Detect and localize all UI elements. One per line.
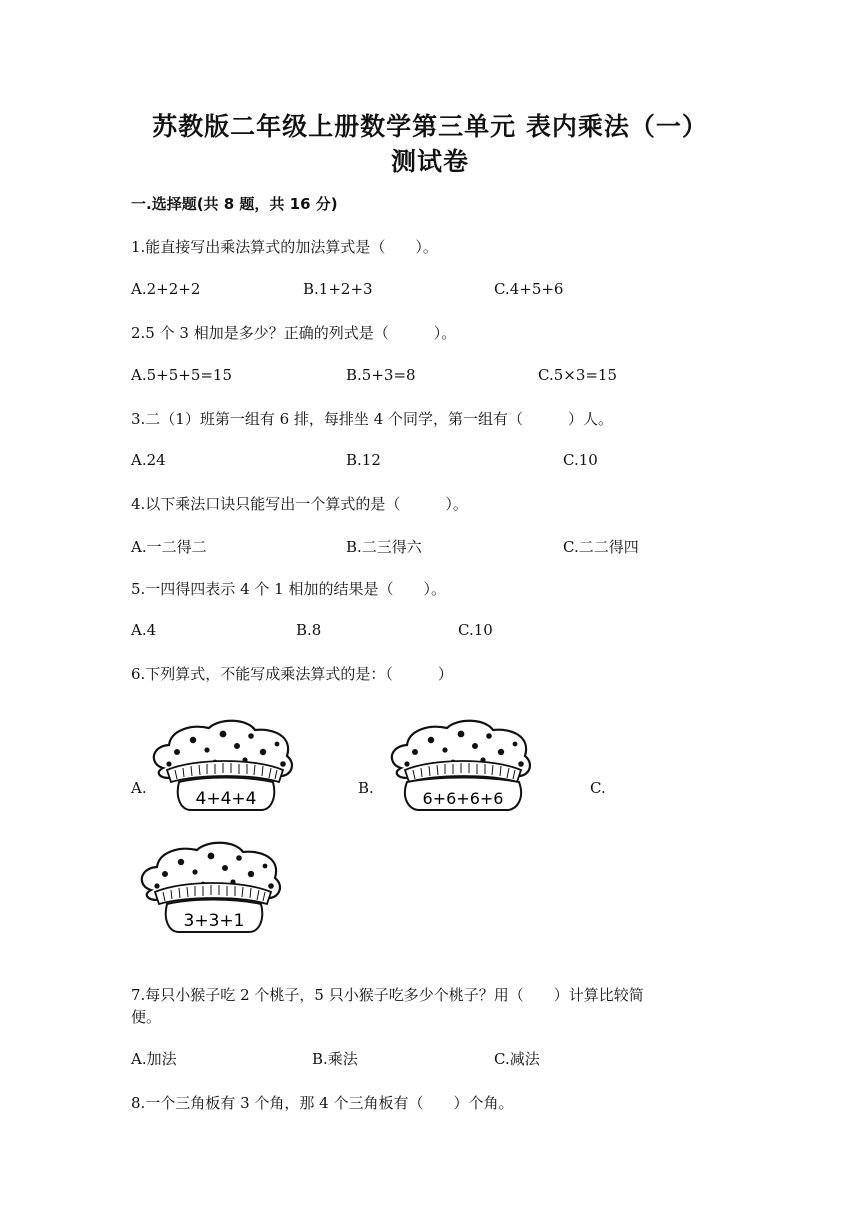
question-4-stem: 4.以下乘法口诀只能写出一个算式的是（ ）。 bbox=[131, 495, 468, 513]
question-6-stem: 6.下列算式，不能写成乘法算式的是：（ ） bbox=[131, 665, 453, 683]
question-3-option-b: B.12 bbox=[346, 451, 381, 469]
question-1-option-c: C.4+5+6 bbox=[494, 280, 564, 298]
question-4-option-c: C.二二得四 bbox=[563, 538, 639, 556]
question-2-option-a: A.5+5+5=15 bbox=[131, 366, 233, 384]
question-1-option-b: B.1+2+3 bbox=[303, 280, 373, 298]
question-7-option-c: C.减法 bbox=[494, 1050, 540, 1068]
question-6-option-c: C. bbox=[590, 779, 606, 797]
question-3-stem: 3.二（1）班第一组有 6 排，每排坐 4 个同学，第一组有（ ）人。 bbox=[131, 410, 614, 428]
question-3-option-a: A.24 bbox=[131, 451, 166, 469]
question-4-option-b: B.二三得六 bbox=[346, 538, 422, 556]
mushroom-illustration-b bbox=[383, 718, 543, 818]
page-title-line1: 苏教版二年级上册数学第三单元 表内乘法（一） bbox=[152, 112, 708, 141]
question-5-stem: 5.一四得四表示 4 个 1 相加的结果是（ ）。 bbox=[131, 580, 446, 598]
question-2-option-b: B.5+3=8 bbox=[346, 366, 416, 384]
mushroom-illustration-a bbox=[145, 718, 305, 818]
question-7-stem-line2: 便。 bbox=[131, 1008, 162, 1026]
question-6-option-a: A. bbox=[131, 779, 147, 797]
mushroom-a-label: 4+4+4 bbox=[195, 789, 257, 809]
question-3-option-c: C.10 bbox=[563, 451, 598, 469]
question-5-option-c: C.10 bbox=[458, 621, 493, 639]
question-7-option-a: A.加法 bbox=[131, 1050, 177, 1068]
question-2-option-c: C.5×3=15 bbox=[538, 366, 618, 384]
question-1-option-a: A.2+2+2 bbox=[131, 280, 201, 298]
question-8-stem: 8.一个三角板有 3 个角，那 4 个三角板有（ ）个角。 bbox=[131, 1094, 514, 1112]
question-2-stem: 2.5 个 3 相加是多少？正确的列式是（ ）。 bbox=[131, 324, 457, 342]
question-7-option-b: B.乘法 bbox=[312, 1050, 358, 1068]
question-1-stem: 1.能直接写出乘法算式的加法算式是（ ）。 bbox=[131, 238, 438, 256]
mushroom-b-label: 6+6+6+6 bbox=[422, 789, 504, 808]
question-5-option-a: A.4 bbox=[131, 621, 157, 639]
question-7-stem-line1: 7.每只小猴子吃 2 个桃子，5 只小猴子吃多少个桃子？用（ ）计算比较简 bbox=[131, 986, 644, 1004]
mushroom-c-label: 3+3+1 bbox=[183, 911, 245, 931]
page-title-line2: 测试卷 bbox=[390, 147, 469, 176]
question-4-option-a: A.一二得二 bbox=[131, 538, 207, 556]
mushroom-illustration-c bbox=[133, 840, 293, 940]
section-heading: 一.选择题(共 8 题，共 16 分) bbox=[131, 195, 338, 213]
question-6-option-b: B. bbox=[358, 779, 374, 797]
question-5-option-b: B.8 bbox=[296, 621, 322, 639]
